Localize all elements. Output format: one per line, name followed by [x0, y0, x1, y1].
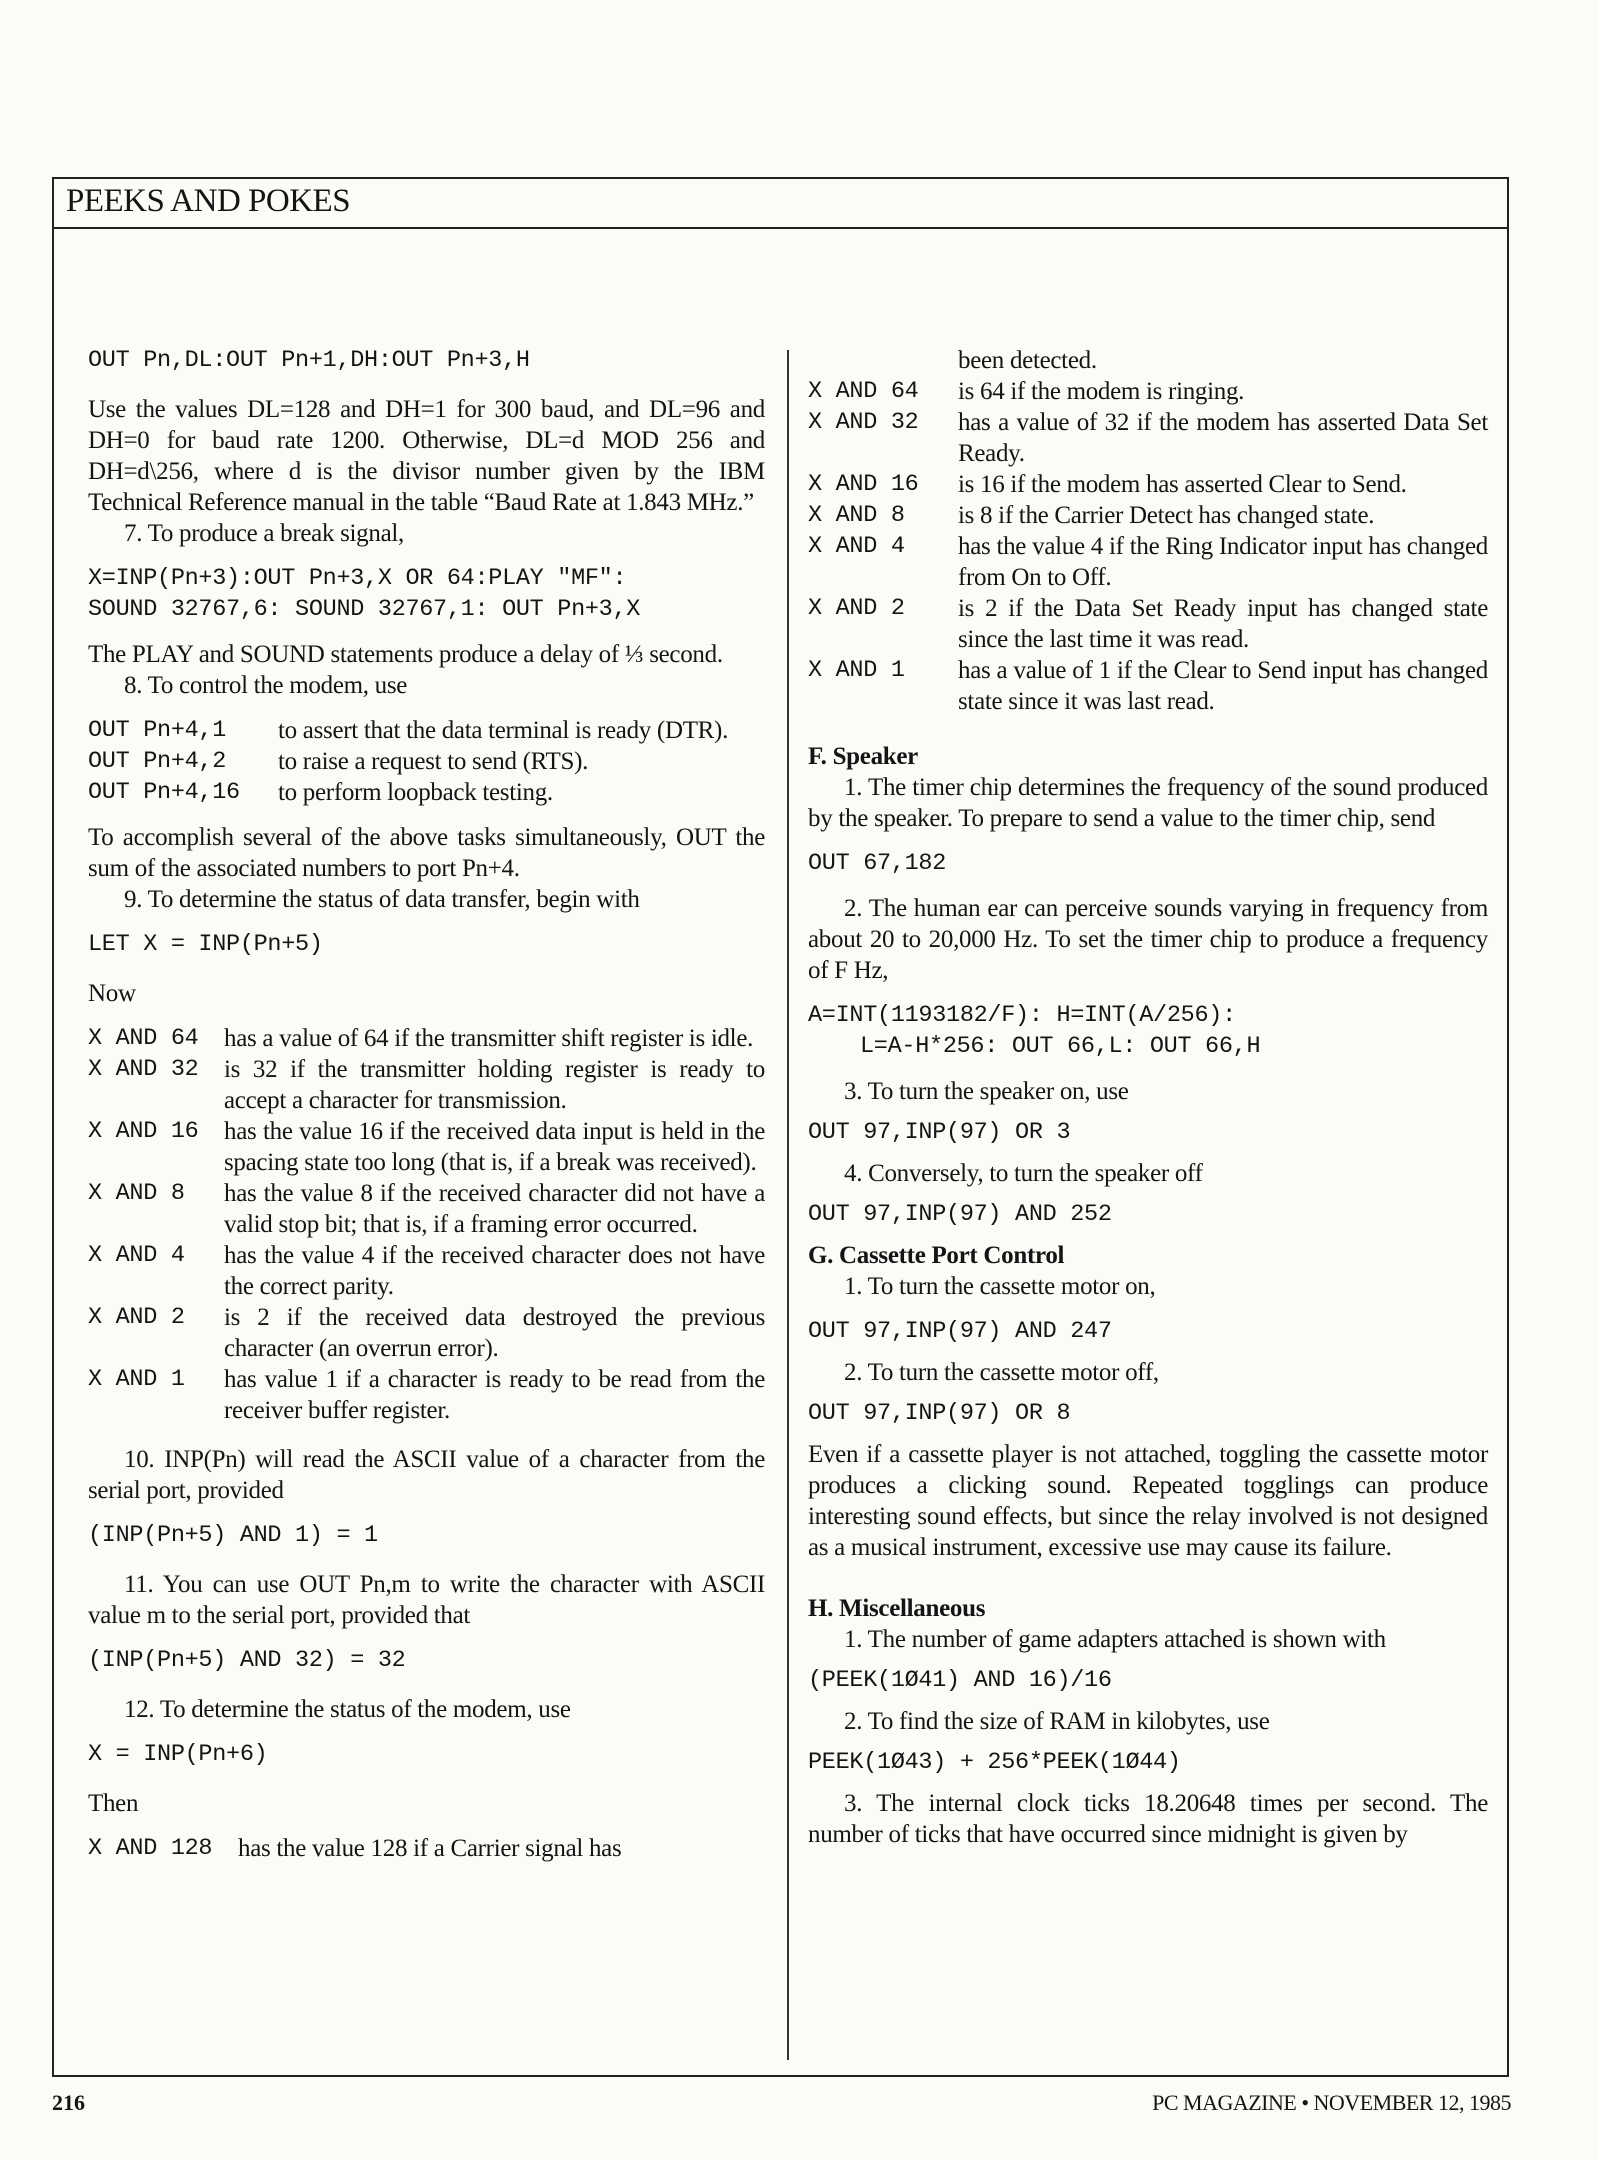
status-desc: has the value 4 if the received character does not have the correct parity.	[224, 1242, 765, 1300]
play-paragraph: The PLAY and SOUND statements produce a delay of ⅓ second.	[88, 641, 723, 668]
code-11: (INP(Pn+5) AND 32) = 32	[88, 1647, 406, 1674]
item-7: 7. To produce a break signal,	[124, 520, 404, 547]
modem-control-table	[88, 715, 765, 808]
status-desc: has value 1 if a character is ready to be read from the receiver buffer register.	[224, 1366, 765, 1424]
status-code: X AND 32	[88, 1056, 213, 1083]
item-11: 11. You can use OUT Pn,m to write the character with ASCII value m to the serial port, provided that	[88, 1571, 765, 1629]
status-code: X AND 1	[88, 1366, 199, 1393]
modem-status-code: X AND 8	[808, 502, 919, 529]
modem-status-desc: is 8 if the Carrier Detect has changed state.	[958, 502, 1375, 529]
modem-status-code: X AND 16	[808, 471, 933, 498]
speaker-item-4: 4. Conversely, to turn the speaker off	[844, 1160, 1203, 1187]
modem-status-desc: is 16 if the modem has asserted Clear to Send.	[958, 471, 1407, 498]
modem-128-row	[88, 1833, 765, 1864]
item-10: 10. INP(Pn) will read the ASCII value of a character from the serial port, provided	[88, 1446, 765, 1504]
status-desc: has a value of 64 if the transmitter shift register is idle.	[224, 1025, 754, 1052]
modem-status-continued: been detected.	[958, 347, 1097, 374]
misc-item-1: 1. The number of game adapters attached is shown with	[844, 1626, 1386, 1653]
cassette-code-2: OUT 97,INP(97) OR 8	[808, 1400, 1071, 1427]
modem-status-desc: has a value of 1 if the Clear to Send input has changed state since it was last read.	[958, 657, 1488, 715]
misc-code-1: (PEEK(1Ø41) AND 16)/16	[808, 1667, 1112, 1694]
status-desc: has the value 16 if the received data input is held in the spacing state too long (that is, if a break was received).	[224, 1118, 765, 1176]
section-title: PEEKS AND POKES	[66, 183, 351, 219]
modem-status-desc: is 2 if the Data Set Ready input has changed state since the last time it was read.	[958, 595, 1488, 653]
modem-status-desc: is 64 if the modem is ringing.	[958, 378, 1245, 405]
modem-ctrl-desc: to assert that the data terminal is ready (DTR).	[278, 717, 729, 744]
then-label: Then	[88, 1790, 139, 1817]
status-desc: has the value 8 if the received character did not have a valid stop bit; that is, if a framing error occurred.	[224, 1180, 765, 1238]
modem-status-desc: has the value 4 if the Ring Indicator input has changed from On to Off.	[958, 533, 1488, 591]
several-paragraph: To accomplish several of the above tasks simultaneously, OUT the sum of the associated numbers to port Pn+4.	[88, 824, 765, 882]
speaker-item-2: 2. The human ear can perceive sounds varying in frequency from about 20 to 20,000 Hz. To set the timer chip to produce a frequency of F Hz,	[808, 895, 1488, 984]
modem-status-code: X AND 2	[808, 595, 919, 622]
modem-ctrl-desc: to perform loopback testing.	[278, 779, 553, 806]
page-number: 216	[52, 2090, 85, 2115]
right-column	[808, 345, 1488, 1850]
speaker-code-3: OUT 97,INP(97) OR 3	[808, 1119, 1071, 1146]
modem-status-code: X AND 64	[808, 378, 933, 405]
speaker-code-2a: A=INT(1193182/F): H=INT(A/256):	[808, 1002, 1236, 1029]
cassette-paragraph: Even if a cassette player is not attached, toggling the cassette motor produces a clicking sound. Repeated togglings can produce interesting sound effects, but since the relay involved is not designed as a musical instrument, excessive use may cause its failure.	[808, 1441, 1488, 1561]
modem-ctrl-code: OUT Pn+4,2	[88, 748, 240, 775]
status-code: X AND 8	[88, 1180, 199, 1207]
column-divider	[787, 350, 789, 2060]
status-code: X AND 2	[88, 1304, 199, 1331]
cassette-item-1: 1. To turn the cassette motor on,	[844, 1273, 1156, 1300]
code-break-2: SOUND 32767,6: SOUND 32767,1: OUT Pn+3,X	[88, 596, 641, 623]
speaker-code-1: OUT 67,182	[808, 850, 947, 877]
code-let: LET X = INP(Pn+5)	[88, 931, 323, 958]
transfer-status-table	[88, 1023, 765, 1426]
misc-code-2: PEEK(1Ø43) + 256*PEEK(1Ø44)	[808, 1749, 1181, 1776]
heading-speaker: F. Speaker	[808, 743, 918, 770]
heading-misc: H. Miscellaneous	[808, 1595, 986, 1622]
now-label: Now	[88, 980, 136, 1007]
left-column	[88, 345, 765, 1864]
misc-item-2: 2. To find the size of RAM in kilobytes, use	[844, 1708, 1270, 1735]
modem-ctrl-desc: to raise a request to send (RTS).	[278, 748, 589, 775]
status-code: X AND 4	[88, 1242, 199, 1269]
code-12: X = INP(Pn+6)	[88, 1741, 268, 1768]
item-9: 9. To determine the status of data transfer, begin with	[124, 886, 640, 913]
modem-ctrl-code: OUT Pn+4,1	[88, 717, 240, 744]
modem-ctrl-code: OUT Pn+4,16	[88, 779, 254, 806]
cassette-code-1: OUT 97,INP(97) AND 247	[808, 1318, 1112, 1345]
heading-cassette: G. Cassette Port Control	[808, 1242, 1065, 1269]
section-header	[52, 177, 1509, 229]
speaker-item-1: 1. The timer chip determines the frequency of the sound produced by the speaker. To prepare to send a value to the timer chip, send	[808, 774, 1488, 832]
speaker-item-3: 3. To turn the speaker on, use	[844, 1078, 1129, 1105]
publication-line: PC MAGAZINE • NOVEMBER 12, 1985	[1152, 2090, 1511, 2115]
speaker-code-2b: L=A-H*256: OUT 66,L: OUT 66,H	[860, 1033, 1261, 1060]
code-break-1: X=INP(Pn+3):OUT Pn+3,X OR 64:PLAY "MF":	[88, 565, 627, 592]
modem-128-desc: has the value 128 if a Carrier signal has	[238, 1835, 622, 1862]
status-desc: is 2 if the received data destroyed the previous character (an overrun error).	[224, 1304, 765, 1362]
status-desc: is 32 if the transmitter holding register is ready to accept a character for transmission.	[224, 1056, 765, 1114]
baud-paragraph: Use the values DL=128 and DH=1 for 300 baud, and DL=96 and DH=0 for baud rate 1200. Otherwise, DL=d MOD 256 and DH=d\256, where d is the divisor number given by the IBM Technical Reference manual in the table “Baud Rate at 1.843 MHz.”	[88, 396, 765, 516]
misc-item-3: 3. The internal clock ticks 18.20648 times per second. The number of ticks that have occurred since midnight is given by	[808, 1790, 1488, 1848]
item-8: 8. To control the modem, use	[124, 672, 408, 699]
code-out: OUT Pn,DL:OUT Pn+1,DH:OUT Pn+3,H	[88, 347, 530, 374]
status-code: X AND 64	[88, 1025, 213, 1052]
modem-status-code: X AND 4	[808, 533, 919, 560]
modem-128-code: X AND 128	[88, 1835, 227, 1862]
item-12: 12. To determine the status of the modem, use	[124, 1696, 571, 1723]
cassette-item-2: 2. To turn the cassette motor off,	[844, 1359, 1159, 1386]
modem-status-code: X AND 32	[808, 409, 933, 436]
modem-status-code: X AND 1	[808, 657, 919, 684]
status-code: X AND 16	[88, 1118, 213, 1145]
modem-status-table	[808, 345, 1488, 717]
modem-status-desc: has a value of 32 if the modem has asserted Data Set Ready.	[958, 409, 1488, 467]
speaker-code-4: OUT 97,INP(97) AND 252	[808, 1201, 1112, 1228]
code-10: (INP(Pn+5) AND 1) = 1	[88, 1522, 378, 1549]
